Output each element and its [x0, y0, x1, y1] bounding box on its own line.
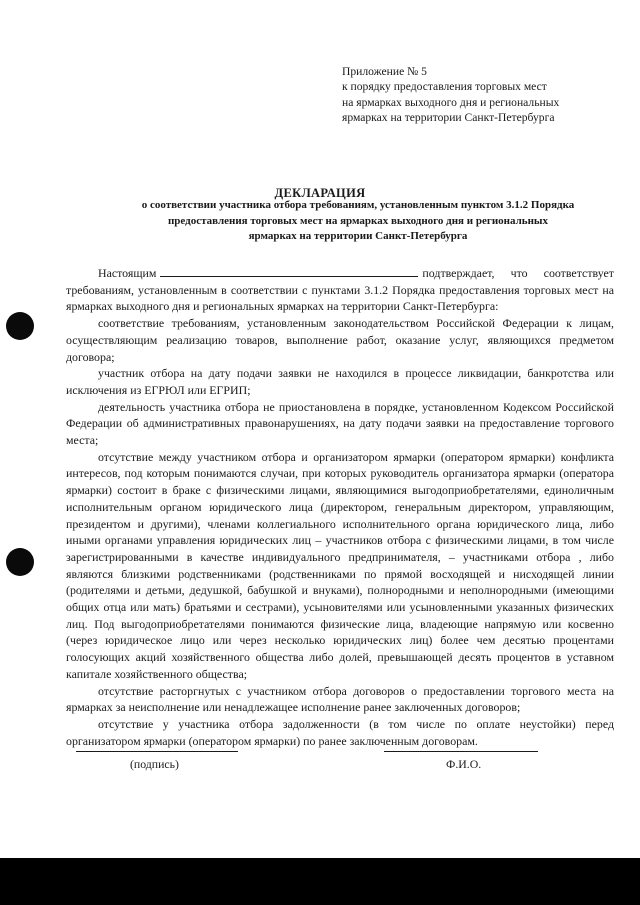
requirement-paragraph: отсутствие между участником отбора и организатором ярмарки (оператором ярмарки) конфликта интересов, под которым понимаются случаи, при которых руководитель организатора ярмарки (оператора ярмарки) состоит в браке с физическими лицами, являющимися выгодоприобретателями, единоличным исполнительным органом юридического лица (директором, генеральным директором, управляющим, президентом и другими), членами коллегиального исполнительного органа юридического лица, либо иными органами управления юридических лиц – участников отбора с физическими лицами, в том числе зарегистрированными в качестве индивидуального предпринимателя, – участниками отбора , либо являются близкими родственниками (родственниками по прямой восходящей и нисходящей линии (родителями и детьми, дедушкой, бабушкой и внуками), полнородными и неполнородными (имеющими общих отца или мать) братьями и сестрами), усыновителями или усыновленными указанных физических лиц. Под выгодоприобретателями понимаются физические лица, владеющие напрямую или косвенно (через юридическое лицо или через несколько юридических лиц) более чем десятью процентами голосующих акций хозяйственного общества либо долей, превышающей десять процентов в уставном капитале хозяйственного общества; [66, 449, 614, 681]
signature-line[interactable] [76, 751, 238, 752]
scan-edge-bar [0, 858, 640, 905]
requirement-paragraph: соответствие требованиям, установленным законодательством Российской Федерации к лицам, осуществляющим реализацию товаров, выполнение работ, оказание услуг, являющихся предметом договора; [66, 316, 614, 364]
intro-end: подтверждает, что соответствует [422, 266, 614, 280]
requirement-paragraph: участник отбора на дату подачи заявки не находился в процессе ликвидации, банкротства или исключения из ЕГРЮЛ или ЕГРИП; [66, 366, 614, 397]
requirement-paragraph: отсутствие расторгнутых с участником отбора договоров о предоставлении торгового места на ярмарках за неисполнение или ненадлежащее исполнение ранее заключенных договоров; [66, 683, 614, 715]
appendix-line: к порядку предоставления торговых мест [342, 80, 547, 94]
intro-rest: требованиям, установленным в соответствии с пунктами 3.1.2 Порядка предоставления торговых мест на ярмарках выходного дня и региональных ярмарках на территории Санкт-Петербурга: [66, 282, 614, 314]
intro-paragraph [66, 265, 614, 315]
requirement-paragraph: деятельность участника отбора не приостановлена в порядке, установленном Кодексом Российской Федерации об административных правонарушениях, на дату подачи заявки на предоставление торгового места; [66, 399, 614, 448]
appendix-header [342, 64, 612, 125]
participant-name-blank[interactable] [160, 265, 418, 277]
full-name-label: Ф.И.О. [446, 757, 482, 771]
subtitle-line: ярмарках на территории Санкт-Петербурга [248, 230, 468, 242]
signature-label: (подпись) [130, 757, 179, 771]
punch-hole [6, 548, 34, 576]
declaration-body [66, 265, 614, 749]
intro-start: Настоящим [98, 266, 157, 280]
appendix-line: Приложение № 5 [342, 65, 427, 78]
subtitle-line: предоставления торговых мест на ярмарках выходного дня и региональных [167, 214, 549, 227]
subtitle-line: о соответствии участника отбора требованиям, установленным пунктом 3.1.2 Порядка [141, 199, 575, 211]
appendix-line: ярмарках на территории Санкт-Петербурга [342, 110, 555, 124]
declaration-subtitle [118, 198, 598, 245]
intro-first-line [98, 266, 614, 280]
appendix-line: на ярмарках выходного дня и региональных [342, 95, 560, 109]
full-name-line[interactable] [384, 751, 538, 752]
punch-hole [6, 312, 34, 340]
requirement-paragraph: отсутствие у участника отбора задолженности (в том числе по оплате неустойки) перед организатором ярмарки (оператором ярмарки) по ранее заключенным договорам. [66, 716, 614, 748]
declaration-title: ДЕКЛАРАЦИЯ [274, 186, 366, 200]
